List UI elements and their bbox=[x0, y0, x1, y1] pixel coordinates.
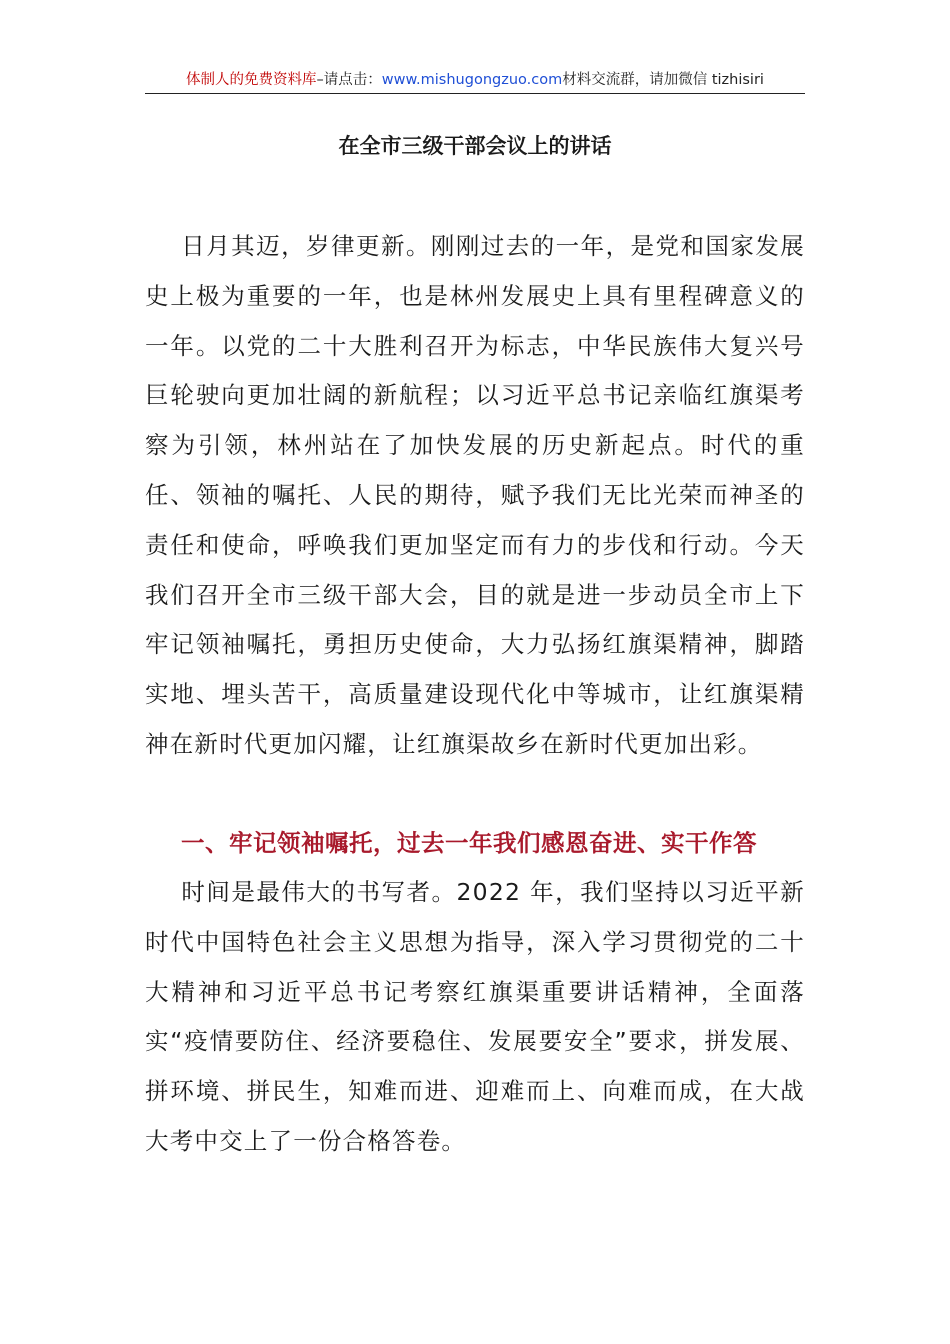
paragraph-intro bbox=[145, 222, 805, 770]
paragraph-section1 bbox=[145, 868, 805, 1167]
header-prompt: –请点击： bbox=[316, 72, 382, 88]
page-header bbox=[145, 69, 805, 94]
header-site-link[interactable]: www.mishugongzuo.com bbox=[381, 72, 563, 88]
paragraph-intro-text: 日月其迈，岁律更新。刚刚过去的一年，是党和国家发展史上极为重要的一年，也是林州发展史上具有里程碑意义的一年。以党的二十大胜利召开为标志，中华民族伟大复兴号巨轮驶向更加壮阔的新航程；以习近平总书记亲临红旗渠考察为引领，林州站在了加快发展的历史新起点。时代的重任、领袖的嘱托、人民的期待，赋予我们无比光荣而神圣的责任和使命，呼唤我们更加坚定而有力的步伐和行动。今天我们召开全市三级干部大会，目的就是进一步动员全市上下牢记领袖嘱托，勇担历史使命，大力弘扬红旗渠精神，脚踏实地、埋头苦干，高质量建设现代化中等城市，让红旗渠精神在新时代更加闪耀，让红旗渠故乡在新时代更加出彩。 bbox=[145, 232, 805, 758]
paragraph-section1-text: 时间是最伟大的书写者。2022 年，我们坚持以习近平新时代中国特色社会主义思想为指导，深入学习贯彻党的二十大精神和习近平总书记考察红旗渠重要讲话精神，全面落实“疫情要防住、经济要稳住、发展要安全”要求，拼发展、拼环境、拼民生，知难而进、迎难而上、向难而成，在大战大考中交上了一份合格答卷。 bbox=[145, 878, 805, 1155]
document-title: 在全市三级干部会议上的讲话 bbox=[338, 134, 612, 158]
header-contact-text: 材料交流群，请加微信 tizhisiri bbox=[562, 72, 764, 88]
header-brand: 体制人的免费资料库 bbox=[186, 72, 317, 88]
section-heading-1: 一、牢记领袖嘱托，过去一年我们感恩奋进、实干作答 bbox=[181, 829, 757, 857]
